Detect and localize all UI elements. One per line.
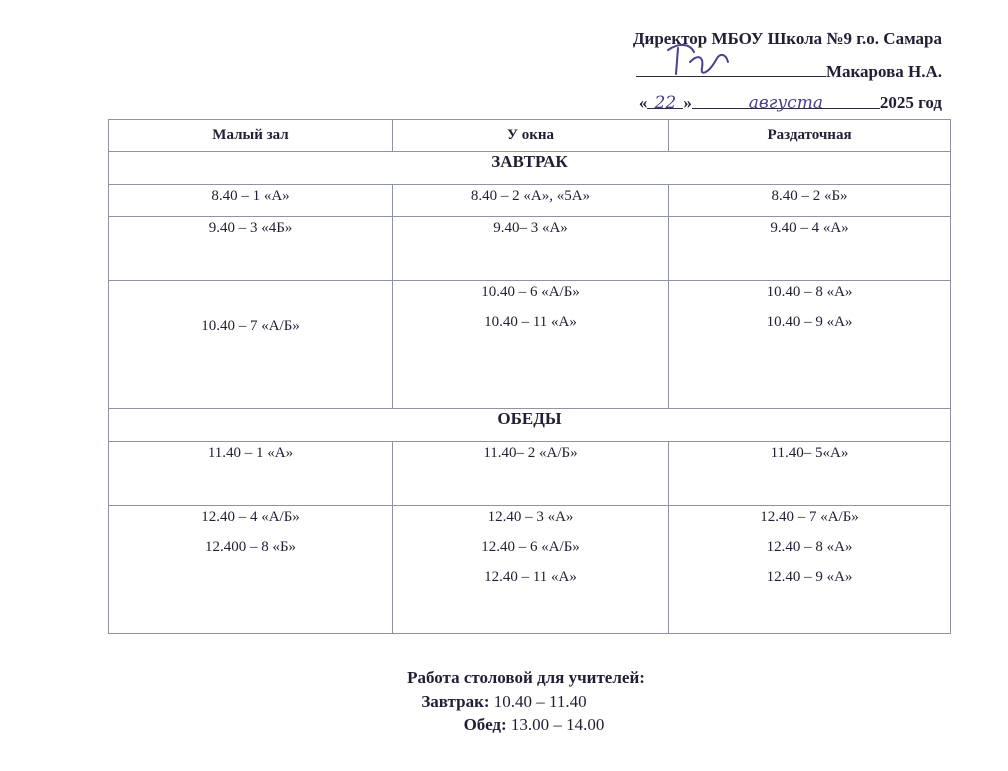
schedule-entry: 12.40 – 3 «А» (487, 509, 574, 525)
teachers-lunch-time: 13.00 – 14.00 (510, 715, 605, 734)
schedule-entry: 10.40 – 7 «А/Б» (201, 317, 300, 334)
schedule-entry: 12.40 – 4 «А/Б» (201, 509, 300, 525)
section-row-lunch (109, 409, 951, 442)
table-cell (393, 217, 669, 281)
table-cell (669, 217, 951, 281)
table-cell (109, 217, 393, 281)
teachers-breakfast-hours (0, 692, 1008, 712)
table-header-row (109, 120, 951, 152)
section-title-lunch: ОБЕДЫ (109, 409, 951, 442)
teachers-lunch-label: Обед: (463, 715, 507, 734)
teachers-lunch-hours (30, 715, 1008, 735)
schedule-entry: 10.40 – 9 «А» (766, 314, 853, 330)
schedule-entry: 12.40 – 7 «А/Б» (760, 509, 859, 525)
column-header-small-hall: Малый зал (109, 120, 393, 152)
table-row (109, 281, 951, 409)
table-row (109, 506, 951, 634)
table-cell (393, 281, 669, 409)
teachers-dining-title: Работа столовой для учителей: (407, 668, 645, 687)
schedule-entry: 9.40– 3 «А» (493, 220, 568, 236)
date-day: 22 (647, 93, 683, 109)
table-cell (669, 185, 951, 217)
schedule-entry: 11.40– 2 «А/Б» (483, 445, 578, 461)
table-cell (109, 185, 393, 217)
signature-underline (636, 61, 826, 77)
date-year: 2025 год (879, 93, 942, 112)
table-cell (393, 185, 669, 217)
column-header-serving: Раздаточная (669, 120, 951, 152)
table-cell (669, 506, 951, 634)
approval-director-name: Макарова Н.А. (825, 62, 942, 81)
schedule-entry: 11.40– 5«А» (770, 445, 849, 461)
table-cell (669, 281, 951, 409)
date-month: августа (692, 93, 880, 109)
dining-schedule-table (108, 119, 951, 634)
table-cell (109, 281, 393, 409)
date-open-quote: « (638, 93, 648, 112)
schedule-entry: 10.40 – 8 «А» (766, 284, 853, 300)
schedule-entry: 8.40 – 2 «Б» (771, 188, 848, 204)
table-row (109, 217, 951, 281)
schedule-entry: 12.40 – 9 «А» (766, 569, 853, 585)
schedule-entry: 9.40 – 4 «А» (770, 220, 849, 236)
section-title-breakfast: ЗАВТРАК (109, 152, 951, 185)
schedule-entry: 10.40 – 6 «А/Б» (481, 284, 580, 300)
table-cell (109, 506, 393, 634)
approval-date-line (639, 93, 942, 113)
teachers-breakfast-time: 10.40 – 11.40 (493, 692, 587, 711)
approval-director-line: Директор МБОУ Школа №9 г.о. Самара (632, 29, 942, 48)
schedule-entry: 12.40 – 6 «А/Б» (481, 539, 580, 555)
table-cell (393, 442, 669, 506)
schedule-entry: 8.40 – 1 «А» (211, 188, 290, 204)
table-row (109, 442, 951, 506)
schedule-entry: 12.40 – 11 «А» (484, 569, 577, 585)
table-row (109, 185, 951, 217)
schedule-entry: 10.40 – 11 «А» (484, 314, 577, 330)
section-row-breakfast (109, 152, 951, 185)
approval-signature-line (636, 61, 942, 82)
column-header-by-window: У окна (393, 120, 669, 152)
date-close-quote: » (683, 93, 692, 112)
table-cell (109, 442, 393, 506)
schedule-entry: 9.40 – 3 «4Б» (208, 220, 293, 236)
table-cell (669, 442, 951, 506)
table-cell (393, 506, 669, 634)
teachers-breakfast-label: Завтрак: (421, 692, 490, 711)
schedule-entry: 11.40 – 1 «А» (207, 445, 294, 461)
schedule-entry: 12.400 – 8 «Б» (204, 539, 297, 555)
schedule-entry: 12.40 – 8 «А» (766, 539, 853, 555)
schedule-entry: 8.40 – 2 «А», «5А» (470, 188, 591, 204)
